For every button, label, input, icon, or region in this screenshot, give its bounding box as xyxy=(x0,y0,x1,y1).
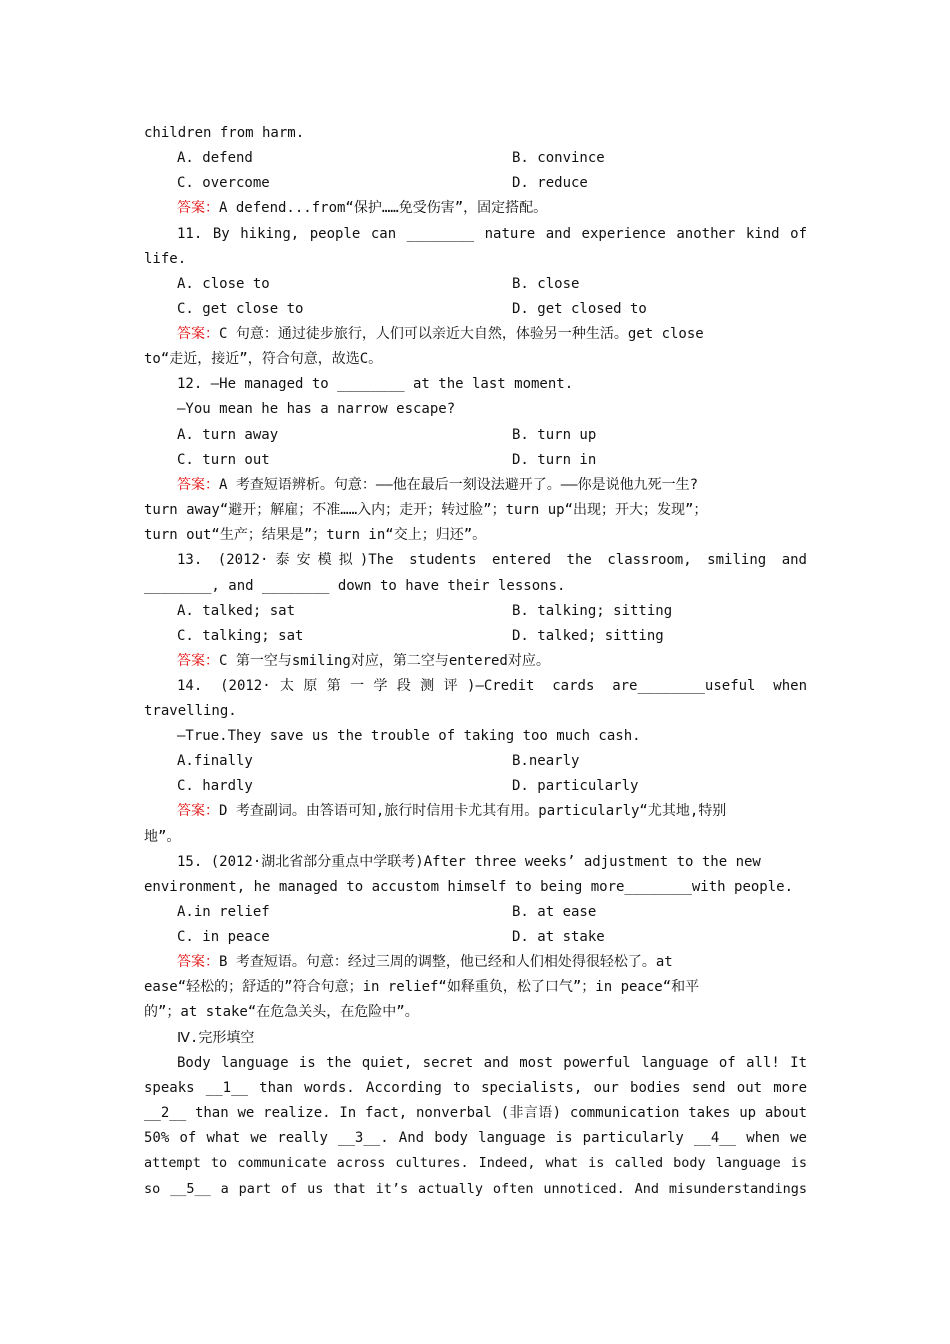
q15-answer xyxy=(177,953,807,971)
q11-stem: 11. By hiking, people can ________ nature and experience another kind of xyxy=(177,226,807,242)
q15-answer-cont: ease“轻松的；舒适的”符合句意；in relief“如释重负，松了口气”；in peace“和平 xyxy=(144,979,700,995)
q10-answer xyxy=(177,199,807,217)
answer-text: B 考查短语。句意：经过三周的调整，他已经和人们相处得很轻松了。at xyxy=(219,954,673,970)
q12-option-d: D. turn in xyxy=(512,452,597,468)
passage-line: so __5__ a part of us that it’s actually often unnoticed. And misunderstandings xyxy=(144,1181,807,1197)
passage-line: 50% of what we really __3__. And body language is particularly __4__ when we xyxy=(144,1130,807,1146)
q13-answer xyxy=(177,652,807,670)
section-title: Ⅳ.完形填空 xyxy=(177,1030,255,1046)
passage-line: speaks __1__ than words. According to specialists, our bodies send out more xyxy=(144,1080,807,1096)
q14-stem-cont: travelling. xyxy=(144,703,237,719)
answer-label: 答案： xyxy=(177,653,219,669)
q15-option-a: A.in relief xyxy=(177,904,270,920)
q15-stem: 15. (2012·湖北省部分重点中学联考)After three weeks’ adjustment to the new xyxy=(177,854,761,870)
q11-option-d: D. get closed to xyxy=(512,301,647,317)
q11-option-c: C. get close to xyxy=(177,301,304,317)
q12-option-c: C. turn out xyxy=(177,452,270,468)
q11-answer xyxy=(177,325,807,343)
q14-answer xyxy=(177,802,807,820)
q13-stem: 13. (2012·泰安模拟)The students entered the classroom, smiling and xyxy=(177,552,807,568)
q15-option-b: B. at ease xyxy=(512,904,597,920)
answer-label: 答案： xyxy=(177,954,219,970)
q15-option-d: D. at stake xyxy=(512,929,605,945)
q12-stem-reply: —You mean he has a narrow escape? xyxy=(177,401,456,417)
answer-text: C 第一空与smiling对应，第二空与entered对应。 xyxy=(219,653,550,669)
q12-stem: 12. —He managed to ________ at the last moment. xyxy=(177,376,574,392)
answer-label: 答案： xyxy=(177,477,219,493)
q12-answer-cont2: turn out“生产；结果是”；turn in“交上；归还”。 xyxy=(144,527,487,543)
q13-option-c: C. talking; sat xyxy=(177,628,304,644)
q14-stem: 14. (2012·太原第一学段测评)—Credit cards are________useful when xyxy=(177,678,807,694)
q15-stem-cont: environment, he managed to accustom himself to being more________with people. xyxy=(144,879,794,895)
q13-option-d: D. talked; sitting xyxy=(512,628,664,644)
q13-stem-cont: ________, and ________ down to have their lessons. xyxy=(144,578,566,594)
q14-option-a: A.finally xyxy=(177,753,253,769)
answer-text: A 考查短语辨析。句意：——他在最后一刻设法避开了。——你是说他九死一生? xyxy=(219,477,698,493)
passage-line: attempt to communicate across cultures. Indeed, what is called body language is xyxy=(144,1155,807,1171)
answer-label: 答案： xyxy=(177,200,219,216)
passage-line: __2__ than we realize. In fact, nonverbal (非言语) communication takes up about xyxy=(144,1105,807,1121)
answer-label: 答案： xyxy=(177,326,219,342)
q12-answer xyxy=(177,476,807,494)
q13-option-a: A. talked; sat xyxy=(177,603,296,619)
q11-option-b: B. close xyxy=(512,276,580,292)
q11-option-a: A. close to xyxy=(177,276,270,292)
q12-option-b: B. turn up xyxy=(512,427,597,443)
answer-text: A defend...from“保护……免受伤害”，固定搭配。 xyxy=(219,200,548,216)
q10-option-b: B. convince xyxy=(512,150,605,166)
q13-option-b: B. talking; sitting xyxy=(512,603,673,619)
q15-answer-cont2: 的”；at stake“在危急关头，在危险中”。 xyxy=(144,1004,419,1020)
q14-option-c: C. hardly xyxy=(177,778,253,794)
answer-label: 答案： xyxy=(177,803,219,819)
passage-line: Body language is the quiet, secret and most powerful language of all! It xyxy=(177,1055,807,1071)
answer-text: C 句意：通过徒步旅行，人们可以亲近大自然，体验另一种生活。get close xyxy=(219,326,704,342)
q11-answer-cont: to“走近，接近”，符合句意，故选C。 xyxy=(144,351,383,367)
q11-stem-cont: life. xyxy=(144,251,187,267)
q10-option-d: D. reduce xyxy=(512,175,588,191)
answer-text: D 考查副词。由答语可知,旅行时信用卡尤其有用。particularly“尤其地,特别 xyxy=(219,803,727,819)
q12-option-a: A. turn away xyxy=(177,427,279,443)
q12-answer-cont: turn away“避开；解雇；不准……入内；走开；转过脸”；turn up“出现；开大；发现”； xyxy=(144,502,708,518)
q15-option-c: C. in peace xyxy=(177,929,270,945)
q10-stem-tail: children from harm. xyxy=(144,125,305,141)
q14-stem-reply: —True.They save us the trouble of taking too much cash. xyxy=(177,728,641,744)
q14-answer-cont: 地”。 xyxy=(144,829,181,845)
q14-option-b: B.nearly xyxy=(512,753,580,769)
q10-option-a: A. defend xyxy=(177,150,253,166)
q10-option-c: C. overcome xyxy=(177,175,270,191)
q14-option-d: D. particularly xyxy=(512,778,639,794)
